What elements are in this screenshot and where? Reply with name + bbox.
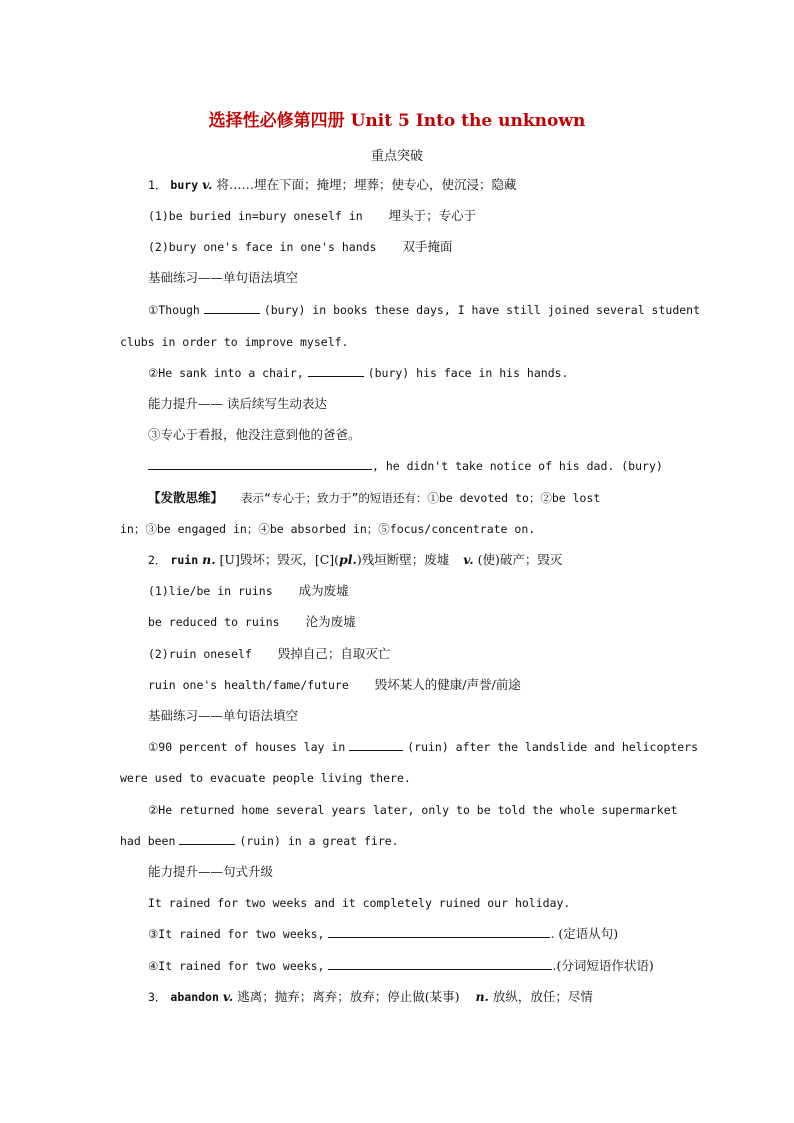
answer-blank[interactable] [349, 738, 403, 751]
exercise-text: , he didn't take notice of his dad. (bury) [372, 459, 663, 473]
exercise-text: ①Though [148, 303, 200, 317]
part-of-speech: v. [222, 989, 234, 1004]
exercise-line [148, 363, 568, 383]
tip-label: 【发散思维】 [148, 490, 224, 505]
exercise-line [148, 956, 654, 976]
answer-blank[interactable] [328, 925, 550, 938]
phrase-chinese: 埋头于；专心于 [388, 208, 477, 223]
phrase-chinese: 双手掩面 [402, 239, 453, 254]
exercise-heading: 基础练习——单句语法填空 [148, 708, 299, 723]
exercise-line [148, 737, 698, 757]
phrase-chinese: 沦为废墟 [305, 614, 356, 629]
definition: )残垣断壁；废墟 [356, 552, 450, 567]
exercise-text: It rained for two weeks and it completely ruined our holiday. [148, 896, 571, 910]
exercise-text: .(分词短语作状语) [552, 958, 654, 973]
answer-blank[interactable] [204, 301, 260, 314]
exercise-text: (ruin) in a great fire. [239, 834, 399, 848]
exercise-text: (bury) his face in his hands. [367, 366, 569, 380]
exercise-text: were used to evacuate people living there. [120, 771, 411, 785]
definition: (使)破产；毁灭 [477, 552, 563, 567]
entry-bury [148, 175, 516, 195]
exercise-heading: 能力提升—— 读后续写生动表达 [148, 396, 327, 411]
exercise-text: (bury) in books these days, I have still joined several student [263, 303, 701, 317]
tip-line [120, 519, 535, 539]
phrase-english: ruin one's health/fame/future [148, 678, 349, 692]
phrase-line [148, 644, 390, 664]
part-of-speech: v. [202, 177, 213, 192]
exercise-line [148, 800, 678, 820]
definition: [U]毁坏；毁灭，[C]( [219, 552, 340, 567]
answer-blank[interactable] [179, 832, 235, 845]
exercise-text: (ruin) after the landslide and helicopters [407, 740, 699, 754]
definition: 将……埋在下面；掩埋；埋葬；使专心，使沉浸；隐藏 [216, 177, 517, 192]
entry-abandon [148, 987, 593, 1007]
phrase-line [148, 206, 476, 226]
definition: 逃离；抛弃；离弃；放弃；停止做(某事) [237, 989, 460, 1004]
tip-text: 表示“专心于；致力于”的短语还有：①be devoted to；②be lost [241, 491, 601, 505]
exercise-text: clubs in order to improve myself. [120, 335, 349, 349]
plural-marker: pl. [339, 552, 357, 567]
answer-blank[interactable] [308, 364, 364, 377]
headword: bury [170, 178, 199, 192]
phrase-line [148, 675, 521, 695]
answer-blank[interactable] [328, 957, 552, 970]
exercise-text: ②He returned home several years later, only to be told the whole supermarket [148, 803, 678, 817]
phrase-chinese: 毁坏某人的健康/声誉/前途 [374, 677, 521, 692]
tip-text: in；③be engaged in；④be absorbed in；⑤focus/concentrate on. [120, 522, 536, 536]
exercise-line [148, 456, 663, 476]
phrase-english: (1)lie/be in ruins [148, 584, 273, 598]
exercise-line [148, 924, 618, 944]
exercise-line [120, 831, 399, 851]
part-of-speech: n. [475, 989, 489, 1004]
exercise-text: ③It rained for two weeks, [148, 927, 325, 941]
part-of-speech: v. [463, 552, 474, 567]
exercise-text: . (定语从句) [550, 926, 619, 941]
entry-ruin [148, 550, 562, 570]
phrase-line [148, 237, 453, 257]
exercise-line [120, 332, 348, 352]
section-subtitle: 重点突破 [370, 149, 423, 164]
headword: abandon [170, 990, 219, 1004]
part-of-speech: n. [202, 552, 216, 567]
exercise-text: ④It rained for two weeks, [148, 959, 325, 973]
entry-number: 1． [148, 178, 167, 192]
tip-line [148, 488, 600, 508]
phrase-english: be reduced to ruins [148, 615, 280, 629]
page-title: 选择性必修第四册 Unit 5 Into the unknown [208, 111, 586, 131]
phrase-english: (2)bury one's face in one's hands [148, 240, 377, 254]
entry-number: 2． [148, 553, 167, 567]
exercise-line: ③专心于看报，他没注意到他的爸爸。 [148, 427, 361, 442]
definition: 放纵，放任；尽情 [492, 989, 593, 1004]
phrase-line [148, 581, 349, 601]
exercise-text: ①90 percent of houses lay in [148, 740, 346, 754]
exercise-line [120, 768, 411, 788]
headword: ruin [170, 553, 199, 567]
exercise-text: had been [120, 834, 176, 848]
answer-blank[interactable] [148, 457, 372, 470]
exercise-heading: 基础练习——单句语法填空 [148, 270, 299, 285]
phrase-english: (1)be buried in=bury oneself in [148, 209, 363, 223]
phrase-line [148, 612, 356, 632]
entry-number: 3． [148, 990, 167, 1004]
exercise-line [148, 300, 700, 320]
phrase-english: (2)ruin oneself [148, 647, 252, 661]
exercise-heading: 能力提升——句式升级 [148, 864, 274, 879]
exercise-line [148, 893, 570, 913]
exercise-text: ②He sank into a chair, [148, 366, 304, 380]
phrase-chinese: 毁掉自己；自取灭亡 [277, 646, 391, 661]
phrase-chinese: 成为废墟 [298, 583, 349, 598]
